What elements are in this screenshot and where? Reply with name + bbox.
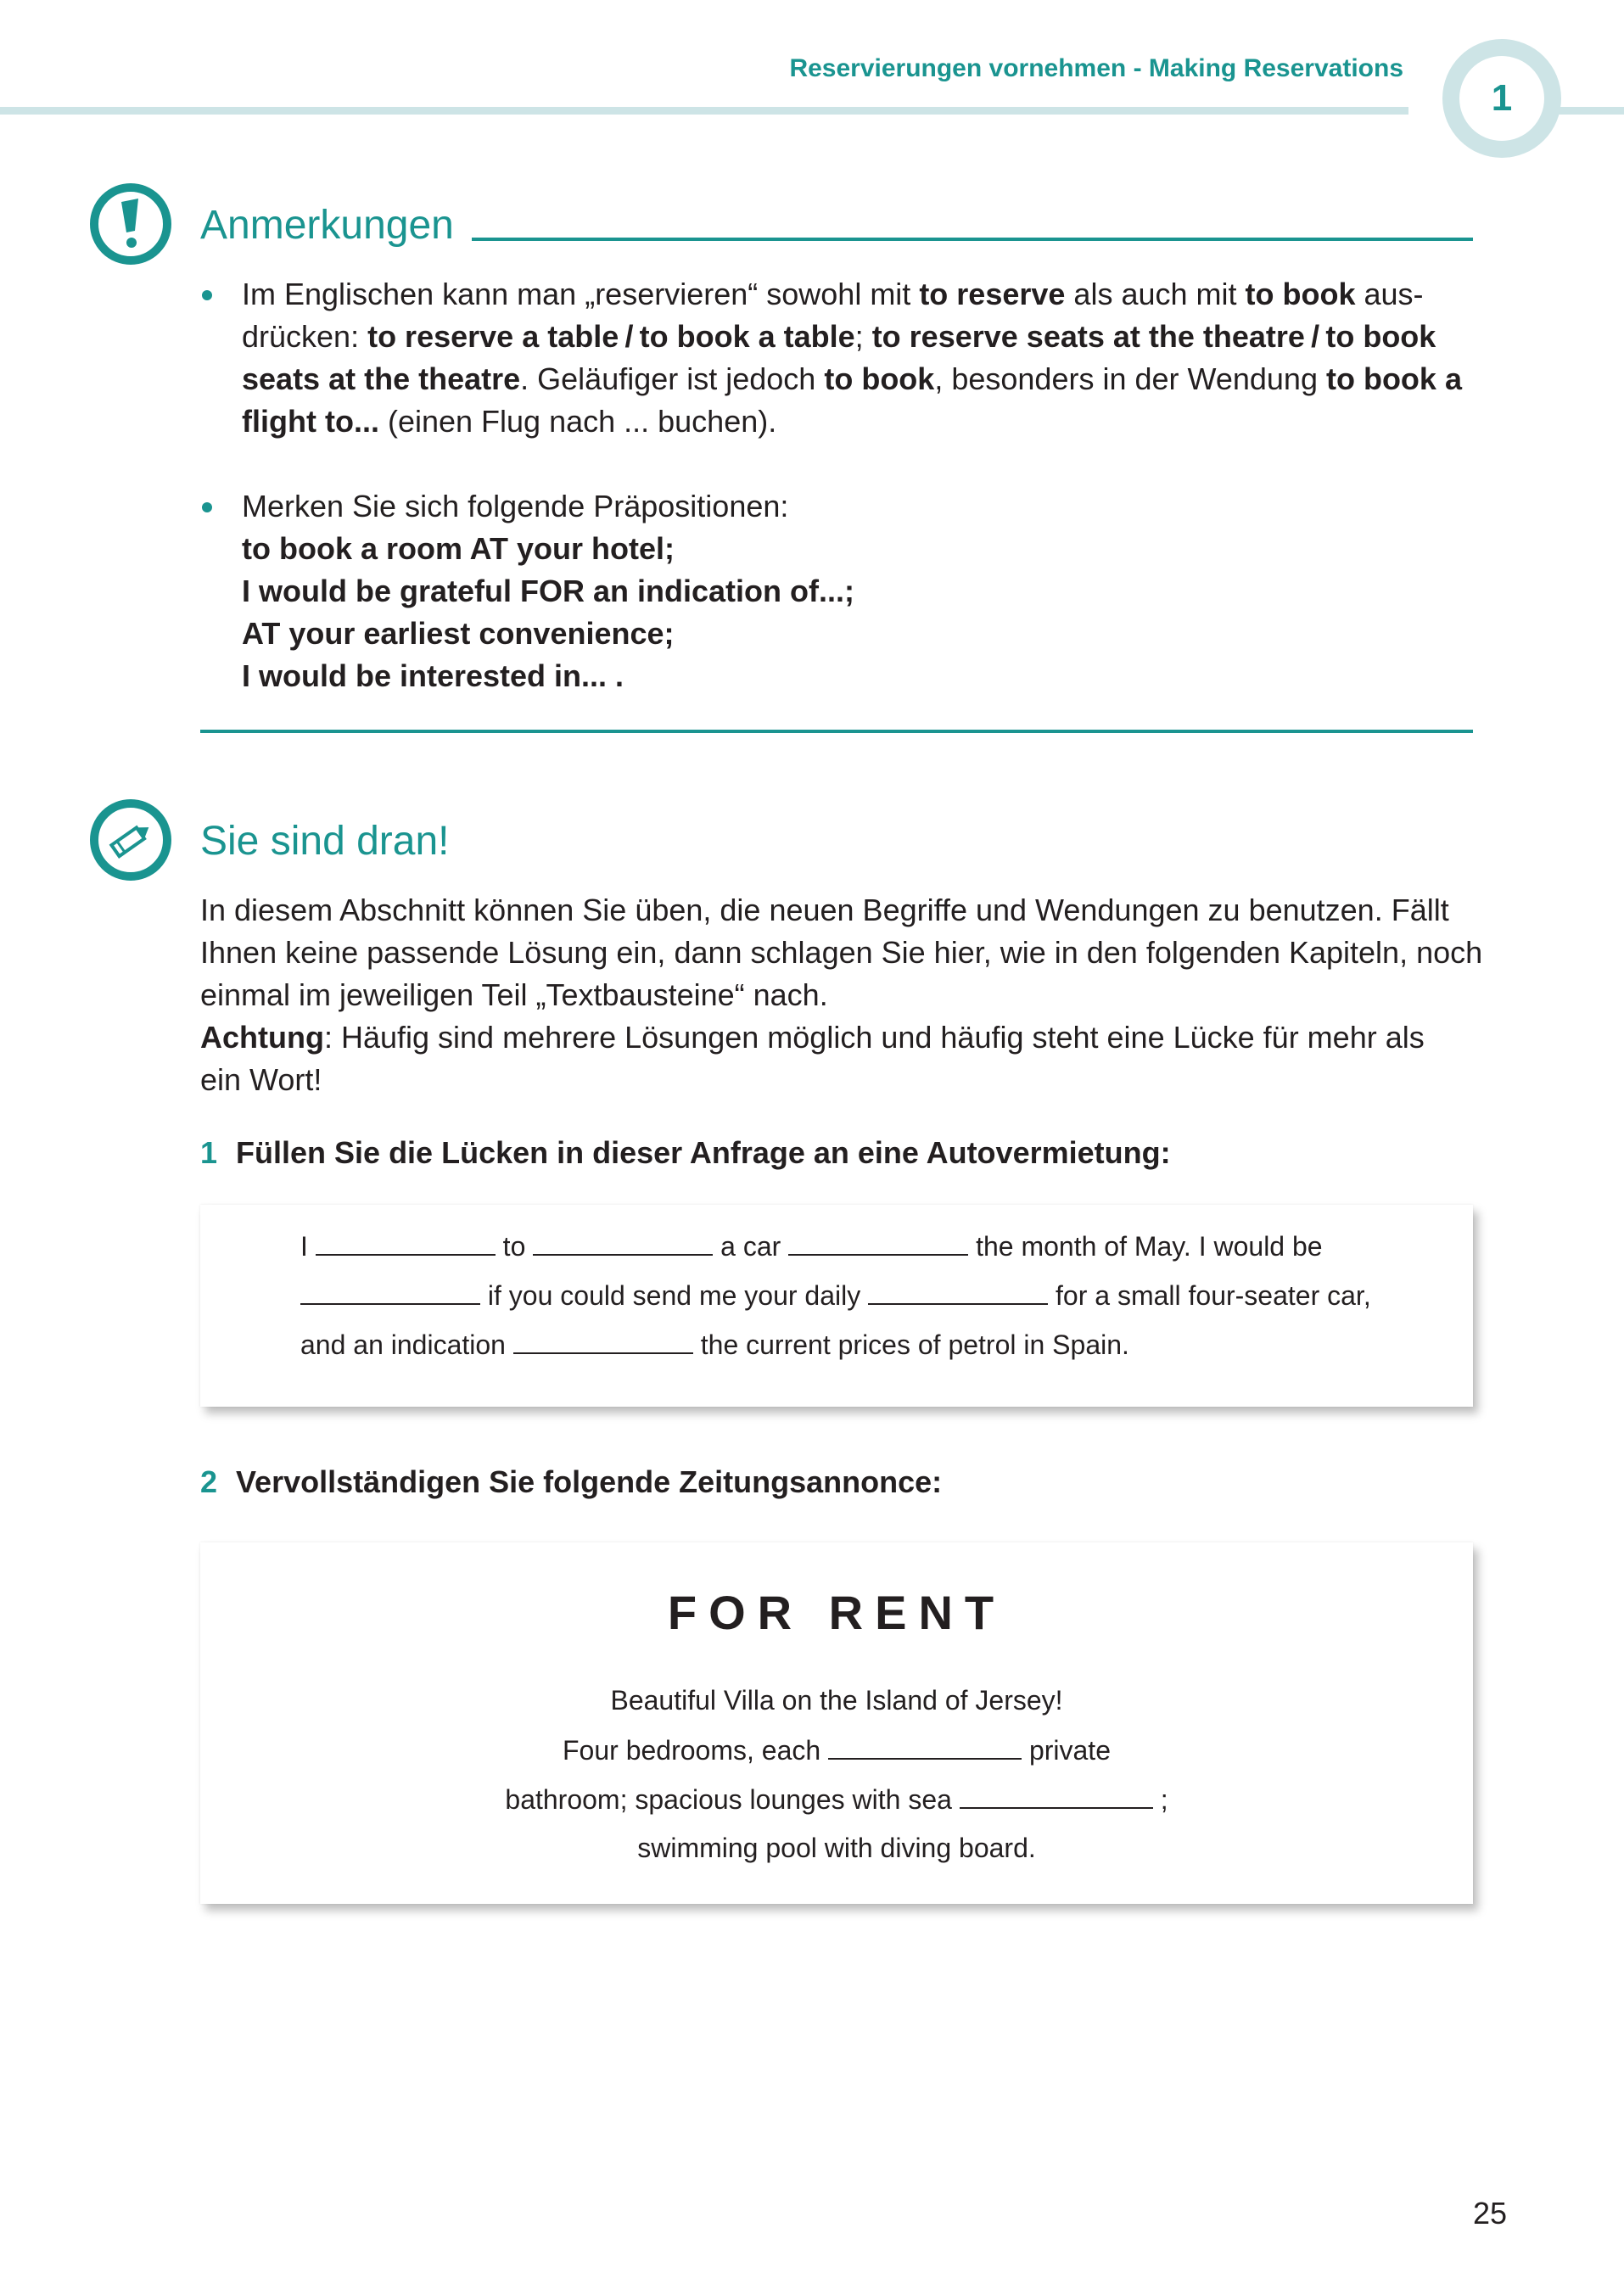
achtung-label: Achtung <box>200 1020 324 1055</box>
exercise-1-line-2: if you could send me your daily for a small four-seater car, <box>300 1279 1371 1312</box>
running-header-title: Reservierungen vornehmen - Making Reservations <box>789 54 1403 82</box>
intro-line: Ihnen keine passende Lösung ein, dann schlagen Sie hier, wie in den folgenden Kapiteln, noch <box>200 935 1483 970</box>
preposition-line: I would be interested in... . <box>242 658 624 693</box>
bullet-2-intro: Merken Sie sich folgende Präpositionen: <box>242 489 789 523</box>
blank-field[interactable] <box>533 1230 713 1256</box>
notes-bullet-2 <box>242 485 1481 697</box>
exercise-2-instruction: 2 Vervollständigen Sie folgende Zeitungsannonce: <box>200 1464 943 1499</box>
preposition-line: AT your earliest convenience; <box>242 616 675 651</box>
practice-intro <box>200 889 1483 1101</box>
exercise-1-instruction: 1 Füllen Sie die Lücken in dieser Anfrage an eine Autovermietung: <box>200 1135 1171 1170</box>
header-rule <box>0 107 1408 115</box>
notes-bullet-1: Im Englischen kann man „reservieren“ sowohl mit to reserve als auch mit to book aus- drücken: to reserve a table / to book a table; to reserve seats at the theatre / to book seats at the theatre. Geläufiger ist jedoch to book, besonders in der Wendung to book a flight to... (einen Flug nach ... buchen). <box>242 277 1462 439</box>
intro-line: In diesem Abschnitt können Sie üben, die neuen Begriffe und Wendungen zu benutzen. Fällt <box>200 893 1449 927</box>
blank-field[interactable] <box>300 1279 480 1305</box>
chapter-badge <box>1442 39 1561 158</box>
exercise-1-line-1: I to a car the month of May. I would be <box>300 1231 1323 1262</box>
ad-title: FOR RENT <box>667 1586 1006 1639</box>
bullet-marker <box>202 502 212 512</box>
page-number: 25 <box>1473 2196 1508 2231</box>
blank-field[interactable] <box>868 1279 1048 1305</box>
intro-line: einmal im jeweiligen Teil „Textbausteine“ nach. <box>200 977 828 1012</box>
pencil-icon <box>90 799 171 881</box>
bullet-marker <box>202 290 212 300</box>
exercise-1-line-3: and an indication the current prices of petrol in Spain. <box>300 1329 1129 1360</box>
ad-line-3: bathroom; spacious lounges with sea ; <box>505 1784 1168 1815</box>
blank-field[interactable] <box>788 1230 968 1256</box>
blank-field[interactable] <box>828 1734 1022 1760</box>
blank-field[interactable] <box>513 1329 693 1354</box>
preposition-line: I would be grateful FOR an indication of...; <box>242 574 854 608</box>
notes-heading-rule <box>472 238 1473 241</box>
chapter-number: 1 <box>1459 56 1544 141</box>
exclamation-icon <box>90 183 171 265</box>
ad-line-4: swimming pool with diving board. <box>637 1833 1036 1863</box>
ad-line-1: Beautiful Villa on the Island of Jersey! <box>610 1685 1063 1716</box>
achtung-text: : Häufig sind mehrere Lösungen möglich und häufig steht eine Lücke für mehr als <box>323 1020 1425 1055</box>
notes-end-rule <box>200 730 1473 733</box>
exercise-1-box <box>200 1205 1473 1407</box>
achtung-text-2: ein Wort! <box>200 1062 322 1097</box>
preposition-line: to book a room AT your hotel; <box>242 531 675 566</box>
ad-line-2: Four bedrooms, each private <box>563 1735 1111 1766</box>
exercise-2-box <box>200 1542 1473 1904</box>
blank-field[interactable] <box>960 1783 1153 1809</box>
notes-heading: Anmerkungen <box>200 203 454 248</box>
practice-heading: Sie sind dran! <box>200 819 450 864</box>
blank-field[interactable] <box>316 1230 496 1256</box>
